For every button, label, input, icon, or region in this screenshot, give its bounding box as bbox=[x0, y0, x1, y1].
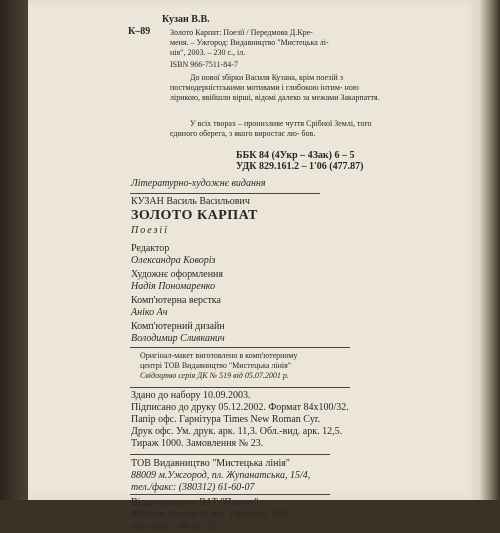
page-edge bbox=[480, 0, 500, 500]
edition-author: КУЗАН Василь Васильович bbox=[131, 196, 250, 207]
divider bbox=[130, 387, 350, 388]
divider bbox=[130, 347, 350, 348]
catalog-code: К–89 bbox=[128, 26, 151, 37]
credit-role-art: Художнє оформлення bbox=[131, 269, 223, 280]
catalog-line-3: нія", 2003. – 230 с., іл. bbox=[170, 48, 246, 57]
print-detail: Папір офс. Гарнітура Times New Roman Cyr. bbox=[131, 414, 321, 425]
edition-title: ЗОЛОТО КАРПАТ bbox=[131, 208, 258, 223]
catalog-line-2: меня. – Ужгород: Видавництво "Мистецька лі- bbox=[170, 38, 329, 47]
printer-phone: тел./факс: 66-02-22 bbox=[131, 521, 216, 532]
print-detail: Підписано до друку 05.12.2002. Формат 84х100/32. bbox=[131, 402, 349, 413]
original-line-2: центрі ТОВ Видавництво "Мистецька лінія" bbox=[140, 361, 292, 370]
printer-address: 88006 м.Ужгород, вул. Гагаріна, 101 bbox=[131, 509, 287, 520]
catalog-bbk: ББК 84 (4Укр – 4Зак) 6 – 5 bbox=[236, 150, 355, 161]
edition-type: Літературно-художнє видання bbox=[131, 178, 266, 189]
printer-name: Віддруковано у ВАТ "Патент": bbox=[131, 497, 262, 508]
print-detail: Здано до набору 10.09.2003. bbox=[131, 390, 251, 401]
credit-role-editor: Редактор bbox=[131, 243, 170, 254]
publisher-name: ТОВ Видавництво "Мистецька лінія" bbox=[131, 458, 290, 469]
publisher-phone: тел./факс: (380312) 61-60-07 bbox=[131, 482, 255, 493]
credit-name-editor: Олександра Коворіз bbox=[131, 255, 216, 266]
credit-role-layout: Комп'ютерна верстка bbox=[131, 295, 221, 306]
catalog-author-heading: Кузан В.В. bbox=[162, 14, 210, 25]
catalog-annotation-2: У всіх творах – пронизливе чуття Срібної Землі, того єдиного оберега, з якого виростає лю- бов. bbox=[170, 119, 372, 138]
credit-name-design: Володимир Сливканич bbox=[131, 333, 225, 344]
credit-name-layout: Аніко Ач bbox=[131, 307, 168, 318]
original-line-1: Оригінал-макет виготовлено в комп'ютерному bbox=[140, 351, 298, 360]
catalog-annotation-1: До нової збірки Василя Кузана, крім поезій з постмодерністськими мотивами і глибокою інтим- ною лірикою, ввійшли вірші, відомі далеко за межами Закарпаття. bbox=[170, 73, 380, 102]
catalog-isbn: ISBN 966-7511-84-7 bbox=[170, 60, 238, 69]
divider bbox=[130, 454, 330, 455]
catalog-udk: УДК 829.161.2 – 1'06 (477.87) bbox=[236, 161, 364, 172]
edition-genre: Поезії bbox=[131, 225, 169, 236]
background-left bbox=[0, 0, 28, 500]
print-detail: Тираж 1000. Замовлення № 23. bbox=[131, 438, 264, 449]
publisher-address: 88009 м.Ужгород, пл. Жупанатська, 15/4, bbox=[131, 470, 311, 481]
original-line-3: Свідоцтво серія ДК № 519 від 05.07.2001 р. bbox=[140, 371, 289, 380]
divider bbox=[130, 494, 330, 495]
credit-role-design: Комп'ютерний дизайн bbox=[131, 321, 225, 332]
print-detail: Друк офс. Ум. друк. арк. 11,3. Обл.-вид. арк. 12,5. bbox=[131, 426, 343, 437]
catalog-line-1: Золото Карпат: Поезії / Передмова Д.Кре- bbox=[170, 28, 313, 37]
credit-name-art: Надія Пономаренко bbox=[131, 281, 216, 292]
divider bbox=[130, 193, 320, 194]
